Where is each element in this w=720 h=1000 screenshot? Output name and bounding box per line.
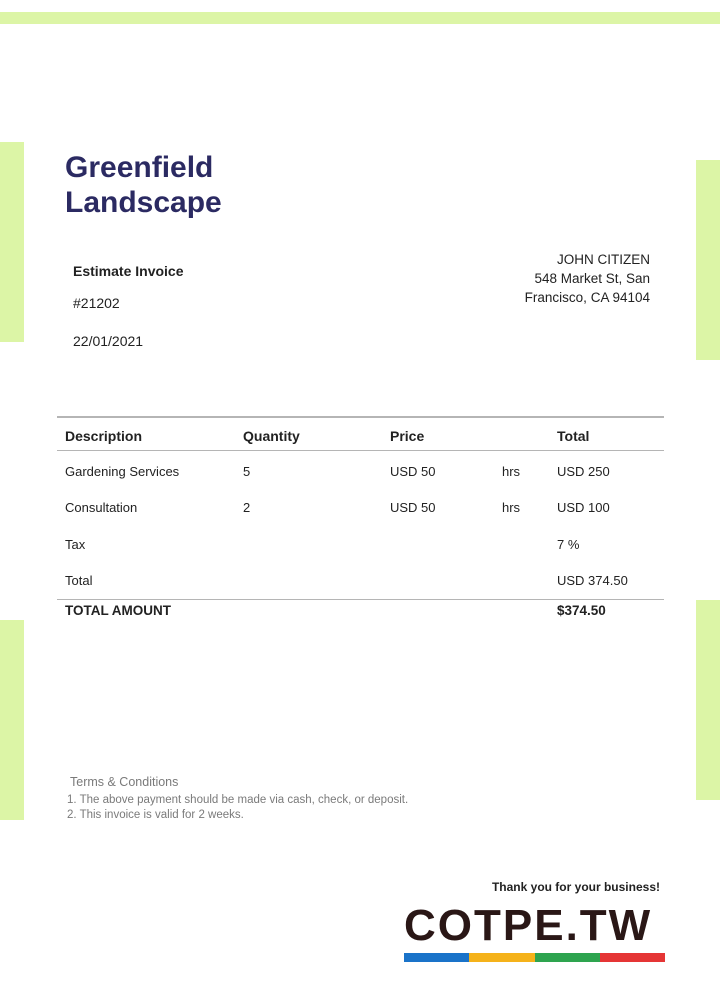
tax-value: 7 %	[557, 537, 580, 552]
decorative-bar-left	[0, 142, 24, 342]
column-header-total: Total	[557, 428, 590, 444]
company-name-line-1: Greenfield	[65, 151, 214, 184]
logo-stripe-yellow	[469, 953, 534, 962]
grand-total-label: TOTAL AMOUNT	[65, 603, 171, 618]
item-description: Consultation	[65, 500, 138, 515]
decorative-bar-top	[0, 12, 720, 24]
client-block	[450, 250, 650, 307]
item-total: USD 100	[557, 500, 610, 515]
item-price: USD 50	[390, 464, 436, 479]
item-price: USD 50	[390, 500, 436, 515]
company-name	[65, 150, 365, 220]
table-top-rule	[57, 416, 664, 418]
grand-total-value: $374.50	[557, 603, 606, 618]
decorative-bar-right	[696, 600, 720, 800]
terms-line: 1. The above payment should be made via cash, check, or deposit.	[67, 794, 409, 806]
table-footer-rule	[57, 599, 664, 600]
item-unit: hrs	[502, 464, 521, 479]
item-description: Gardening Services	[65, 464, 180, 479]
invoice-number: #21202	[73, 295, 120, 311]
brand-logo	[404, 902, 665, 962]
column-header-price: Price	[390, 428, 425, 444]
client-address-line-2: Francisco, CA 94104	[524, 290, 650, 305]
logo-stripe-green	[535, 953, 600, 962]
subtotal-value: USD 374.50	[557, 573, 628, 588]
company-name-line-2: Landscape	[65, 186, 222, 219]
brand-logo-stripes	[404, 953, 665, 962]
client-address-line-1: 548 Market St, San	[534, 271, 650, 286]
decorative-bar-left	[0, 620, 24, 820]
subtotal-label: Total	[65, 573, 93, 588]
client-name: JOHN CITIZEN	[557, 252, 650, 267]
invoice-date: 22/01/2021	[73, 333, 144, 349]
invoice-type: Estimate Invoice	[73, 263, 184, 279]
thank-you-note: Thank you for your business!	[491, 880, 660, 894]
terms-line: 2. This invoice is valid for 2 weeks.	[67, 809, 244, 821]
column-header-description: Description	[65, 428, 143, 444]
brand-logo-text: COTPE.TW	[404, 901, 653, 950]
column-header-quantity: Quantity	[243, 428, 300, 444]
item-quantity: 2	[243, 500, 251, 515]
item-total: USD 250	[557, 464, 610, 479]
logo-stripe-blue	[404, 953, 469, 962]
logo-stripe-red	[600, 953, 665, 962]
item-quantity: 5	[243, 464, 251, 479]
tax-label: Tax	[65, 537, 86, 552]
terms-section	[67, 775, 408, 824]
table-header-rule	[57, 450, 664, 451]
decorative-bar-right	[696, 160, 720, 360]
terms-title: Terms & Conditions	[70, 775, 179, 789]
item-unit: hrs	[502, 500, 521, 515]
